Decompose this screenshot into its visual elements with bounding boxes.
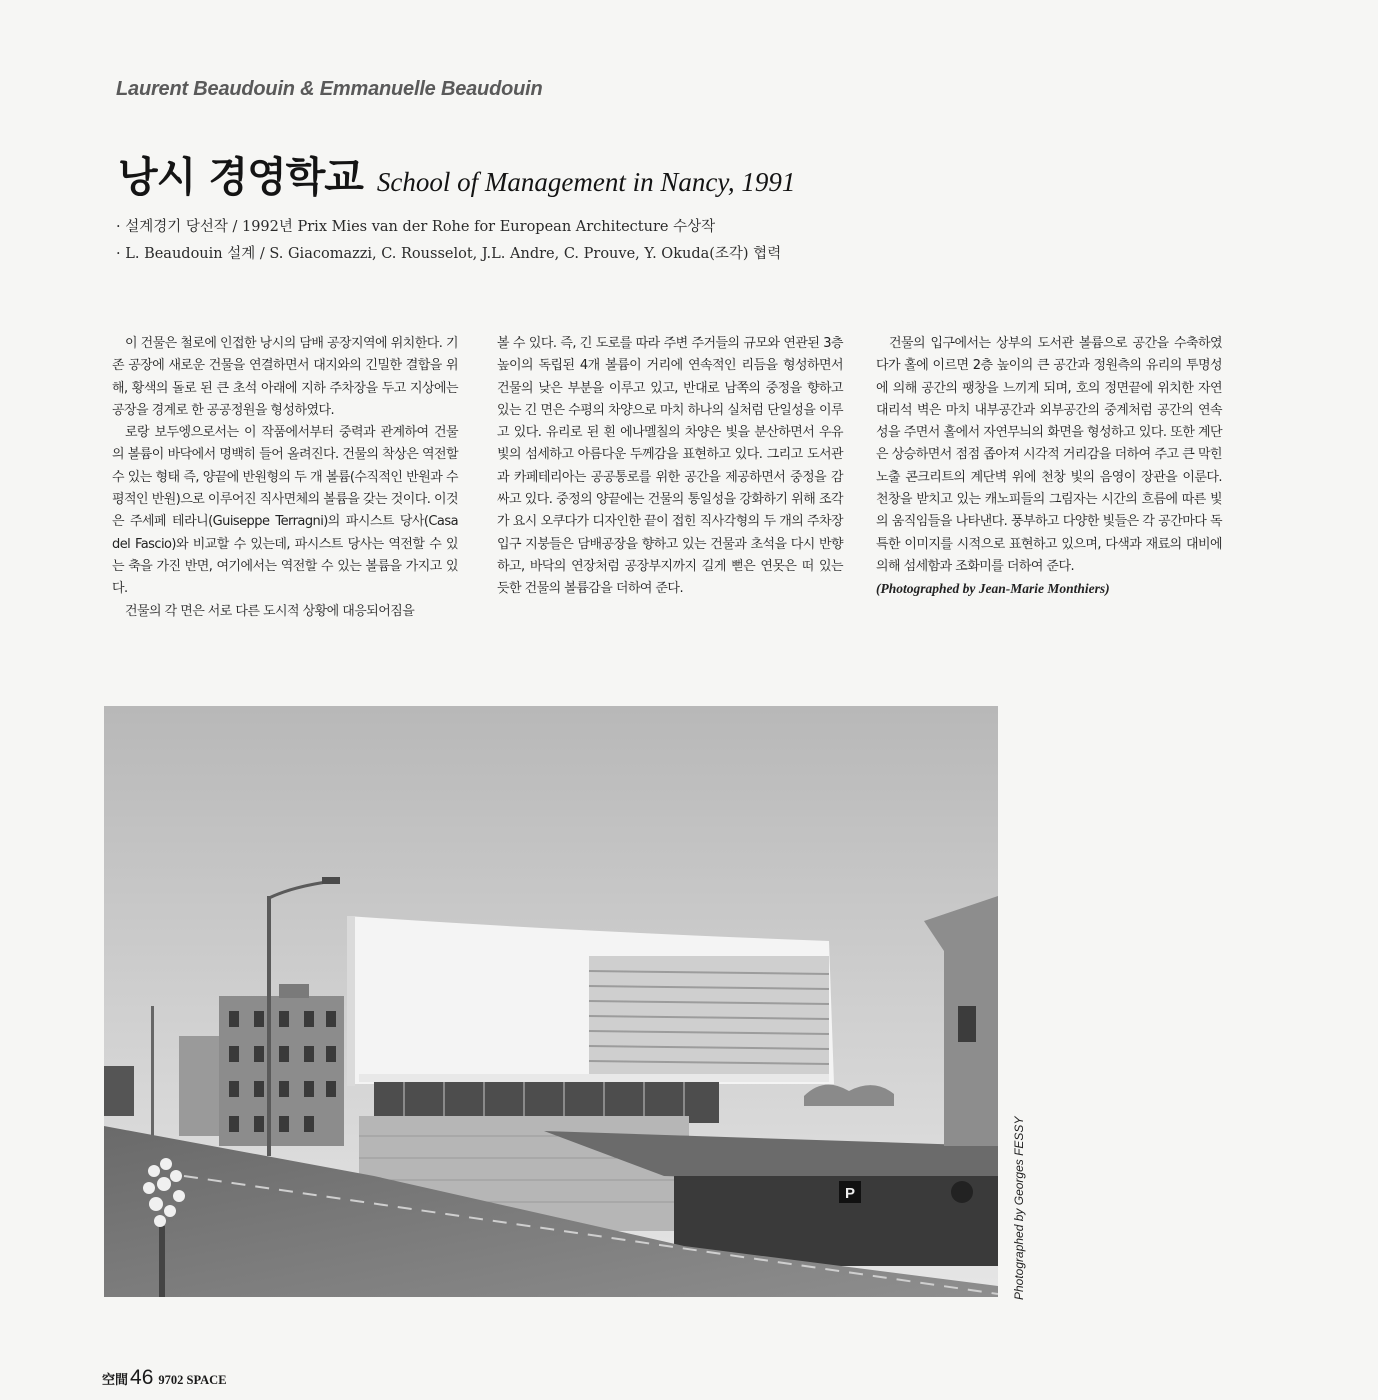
issue-label: 9702 SPACE	[158, 1373, 227, 1387]
paragraph: 볼 수 있다. 즉, 긴 도로를 따라 주변 주거들의 규모와 연관된 3층 높이의 독립된 4개 볼륨이 거리에 연속적인 리듬을 형성하면서 건물의 낮은 부분을 이루고 있고, 반대로 남쪽의 중정을 향하고 있는 긴 면은 수평의 차양으로 마치 하나의 실처럼 단일성을 이루고 있다. 유리로 된 흰 에나멜칠의 차양은 빛을 분산하면서 우유빛의 섬세하고 아름다운 두께감을 표현하고 있다. 그리고 도서관과 카페테리아는 공공통로를 위한 공간을 제공하면서 중정을 감싸고 있다. 중정의 양끝에는 건물의 통일성을 강화하기 위해 조각가 요시 오쿠다가 디자인한 끝이 접힌 직사각형의 두 개의 주차장 입구 지붕들은 담배공장을 향하고 있는 건물과 초석을 다시 반향하고, 바닥의 연장처럼 공장부지까지 길게 뻗은 연못은 떠 있는 듯한 건물의 볼륨감을 더하여 준다.	[497, 336, 843, 597]
project-credits	[116, 214, 781, 268]
title-english: School of Management in Nancy, 1991	[376, 167, 796, 197]
page-footer	[102, 1366, 227, 1390]
text-photo-credit: (Photographed by Jean-Marie Monthiers)	[876, 581, 1110, 597]
credit-line-award: · 설계경기 당선작 / 1992년 Prix Mies van der Rohe for European Architecture 수상작	[116, 219, 716, 235]
page-number: 46	[130, 1366, 154, 1389]
body-column-1	[112, 333, 458, 623]
credit-line-team: · L. Beaudouin 설계 / S. Giacomazzi, C. Rousselot, J.L. Andre, C. Prouve, Y. Okuda(조각) 협력	[116, 246, 782, 262]
architect-names: Laurent Beaudouin & Emmanuelle Beaudouin	[116, 78, 543, 100]
title-korean: 낭시 경영학교	[118, 153, 363, 201]
paragraph: 이 건물은 철로에 인접한 낭시의 담배 공장지역에 위치한다. 기존 공장에 새로운 건물을 연결하면서 대지와의 긴밀한 결합을 위해, 황색의 돌로 된 큰 초석 아래에 지하 주차장을 두고 지상에는 공장을 경계로 한 공공정원을 형성하였다.	[112, 336, 458, 418]
paragraph: 건물의 각 면은 서로 다른 도시적 상황에 대응되어짐을	[125, 603, 415, 619]
side-photo-credit: Photographed by Georges FESSY	[1012, 1116, 1026, 1300]
body-column-3	[876, 333, 1222, 601]
article-title	[118, 144, 795, 203]
paragraph: 건물의 입구에서는 상부의 도서관 볼륨으로 공간을 수축하였다가 홀에 이르면 2층 높이의 큰 공간과 정원측의 유리의 투명성에 의해 공간의 팽창을 느끼게 되며, 호의 정면끝에 위치한 자연 대리석 벽은 마치 내부공간과 외부공간의 중계처럼 공간의 연속성을 주면서 홀에서 자연무늬의 화면을 형성하고 있다. 또한 계단은 상승하면서 점점 좁아져 시각적 거리감을 더하여 주고 큰 막힌 노출 콘크리트의 계단벽 위에 천창 빛의 음영이 장관을 이룬다. 천창을 받치고 있는 캐노피들의 그림자는 시간의 흐름에 따른 빛의 움직임들을 나타낸다. 풍부하고 다양한 빛들은 각 공간마다 독특한 이미지를 시적으로 표현하고 있으며, 다색과 재료의 대비에 의해 섬세함과 조화미를 더하여 준다.	[876, 336, 1222, 574]
building-photograph	[104, 706, 998, 1297]
parking-sign-label: P	[844, 1185, 856, 1202]
body-column-2	[497, 333, 843, 601]
paragraph: 로랑 보두엥으로서는 이 작품에서부터 중력과 관계하여 건물의 볼륨이 바닥에서 명백히 들어 올려진다. 건물의 착상은 역전할 수 있는 형태 즉, 양끝에 반원형의 두 개 볼륨(수직적인 반원과 수평적인 반원)으로 이루어진 직사면체의 볼륨을 갖는 것이다. 이것은 주세페 테라니(Guiseppe Terragni)의 파시스트 당사(Casa del Fascio)와 비교할 수 있는데, 파시스트 당사는 역전할 수 있는 축을 가진 반면, 여기에서는 역전할 수 있는 볼륨을 가지고 있다.	[112, 425, 458, 597]
magazine-logo: 空間	[102, 1373, 129, 1388]
photo-illustration	[104, 706, 998, 1297]
